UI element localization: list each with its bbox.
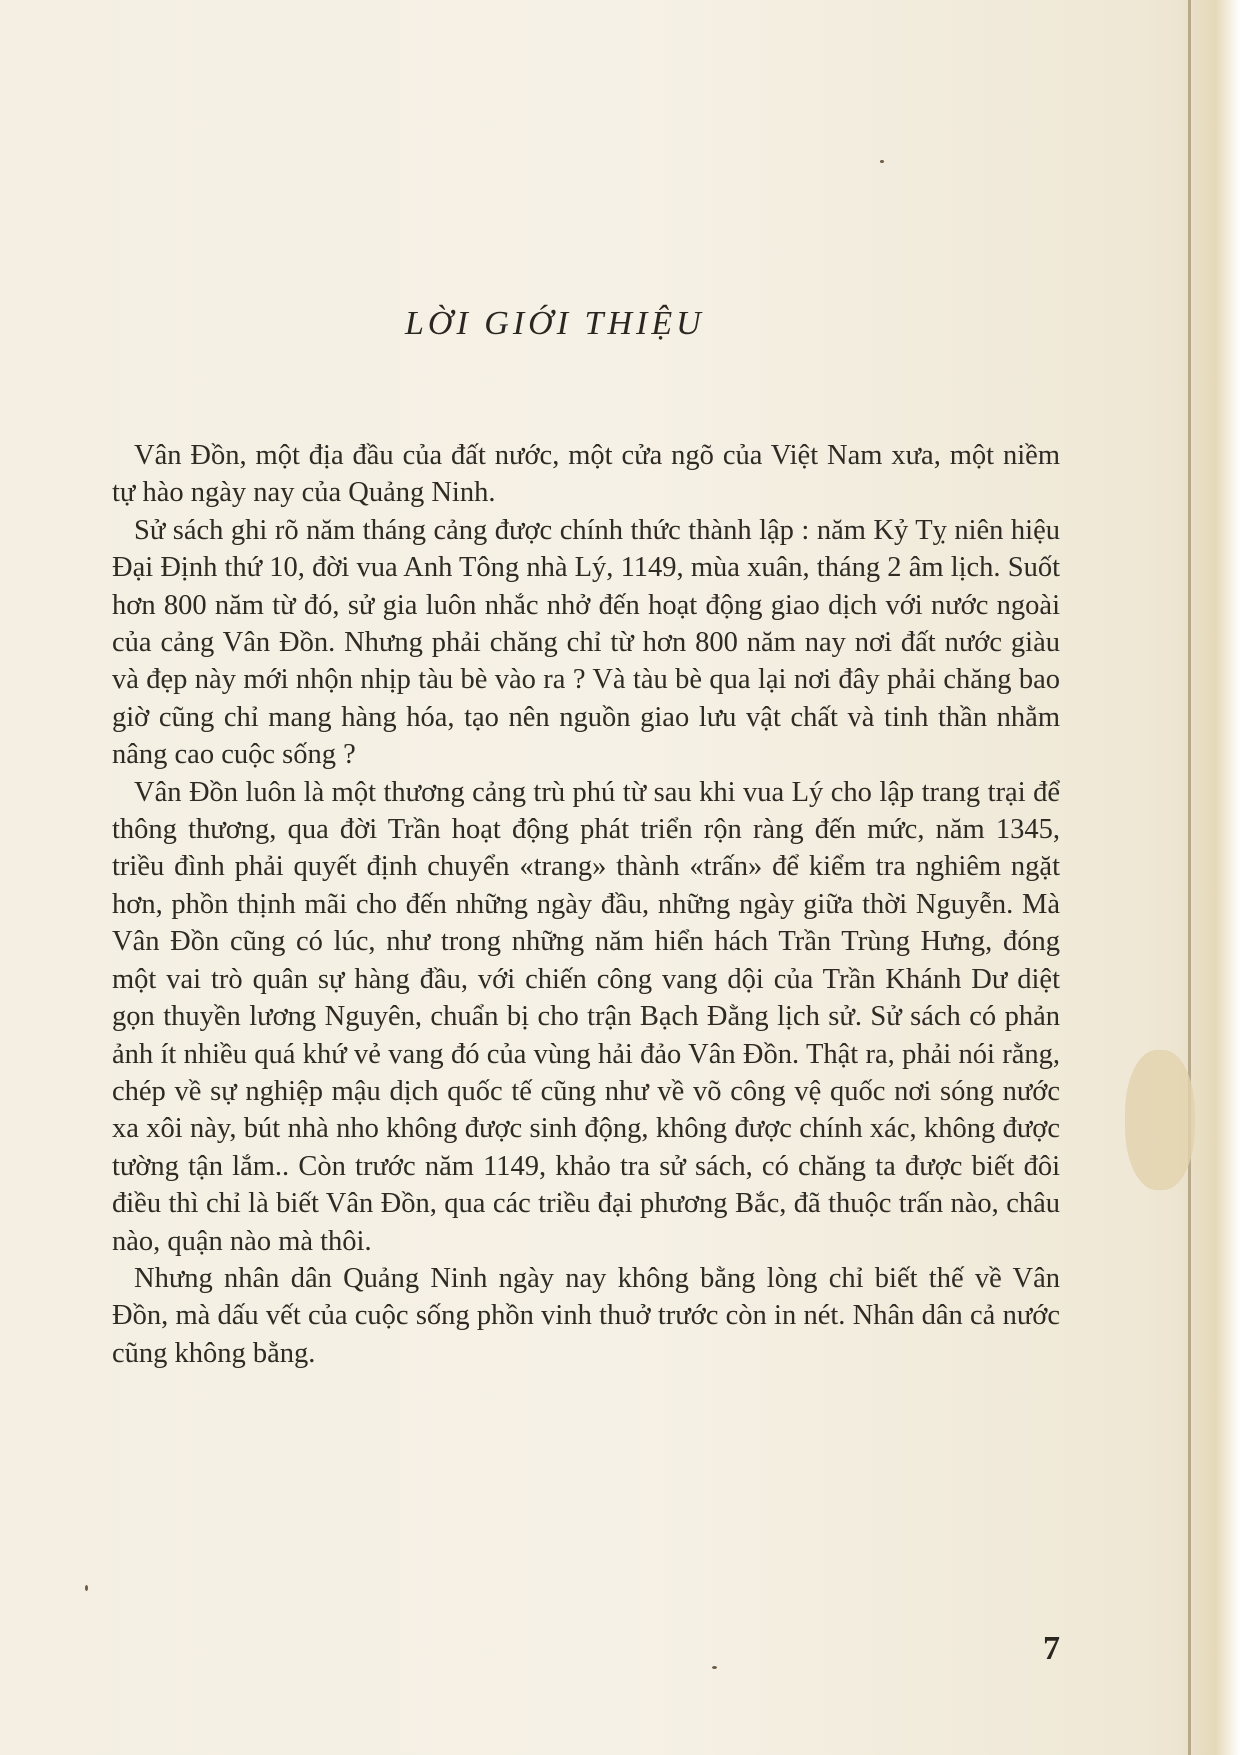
paper-speck <box>85 1585 88 1591</box>
paper-speck <box>880 160 884 163</box>
paragraph: Nhưng nhân dân Quảng Ninh ngày nay không bằng lòng chỉ biết thế về Vân Đồn, mà dấu vết của cuộc sống phồn vinh thuở trước còn in nét. Nhân dân cả nước cũng không bằng. <box>112 1262 1060 1369</box>
paper-speck <box>712 1666 717 1669</box>
body-text <box>112 437 1060 1372</box>
paper-stain <box>1125 1050 1195 1190</box>
binding-edge <box>1188 0 1191 1755</box>
paragraph: Vân Đồn luôn là một thương cảng trù phú từ sau khi vua Lý cho lập trang trại để thông thương, qua đời Trần hoạt động phát triển rộn ràng đến mức, năm 1345, triều đình phải quyết định chuyển «trang» thành «trấn» để kiểm tra nghiêm ngặt hơn, phồn thịnh mãi cho đến những ngày đầu, những ngày giữa thời Nguyễn. Mà Vân Đồn cũng có lúc, như trong những năm hiển hách Trần Trùng Hưng, đóng một vai trò quân sự hàng đầu, với chiến công vang dội của Trần Khánh Dư diệt gọn thuyền lương Nguyên, chuẩn bị cho trận Bạch Đằng lịch sử. Sử sách có phản ảnh ít nhiều quá khứ vẻ vang đó của vùng hải đảo Vân Đồn. Thật ra, phải nói rằng, chép về sự nghiệp mậu dịch quốc tế cũng như về võ công vệ quốc nơi sóng nước xa xôi này, bút nhà nho không được sinh động, không được chính xác, không được tường tận lắm.. Còn trước năm 1149, khảo tra sử sách, có chăng ta được biết đôi điều thì chỉ là biết Vân Đồn, qua các triều đại phương Bắc, đã thuộc trấn nào, châu nào, quận nào mà thôi. <box>112 776 1060 1257</box>
page-number: 7 <box>1043 1630 1060 1667</box>
paragraph: Sử sách ghi rõ năm tháng cảng được chính thức thành lập : năm Kỷ Tỵ niên hiệu Đại Định thứ 10, đời vua Anh Tông nhà Lý, 1149, mùa xuân, tháng 2 âm lịch. Suốt hơn 800 năm từ đó, sử gia luôn nhắc nhở đến hoạt động giao dịch với nước ngoài của cảng Vân Đồn. Nhưng phải chăng chỉ từ hơn 800 năm nay nơi đất nước giàu và đẹp này mới nhộn nhịp tàu bè vào ra ? Và tàu bè qua lại nơi đây phải chăng bao giờ cũng chỉ mang hàng hóa, tạo nên nguồn giao lưu vật chất và tinh thần nhằm nâng cao cuộc sống ? <box>112 514 1060 771</box>
page-title: LỜI GIỚI THIỆU <box>405 305 705 342</box>
paragraph: Vân Đồn, một địa đầu của đất nước, một cửa ngõ của Việt Nam xưa, một niềm tự hào ngày nay của Quảng Ninh. <box>112 440 1060 509</box>
